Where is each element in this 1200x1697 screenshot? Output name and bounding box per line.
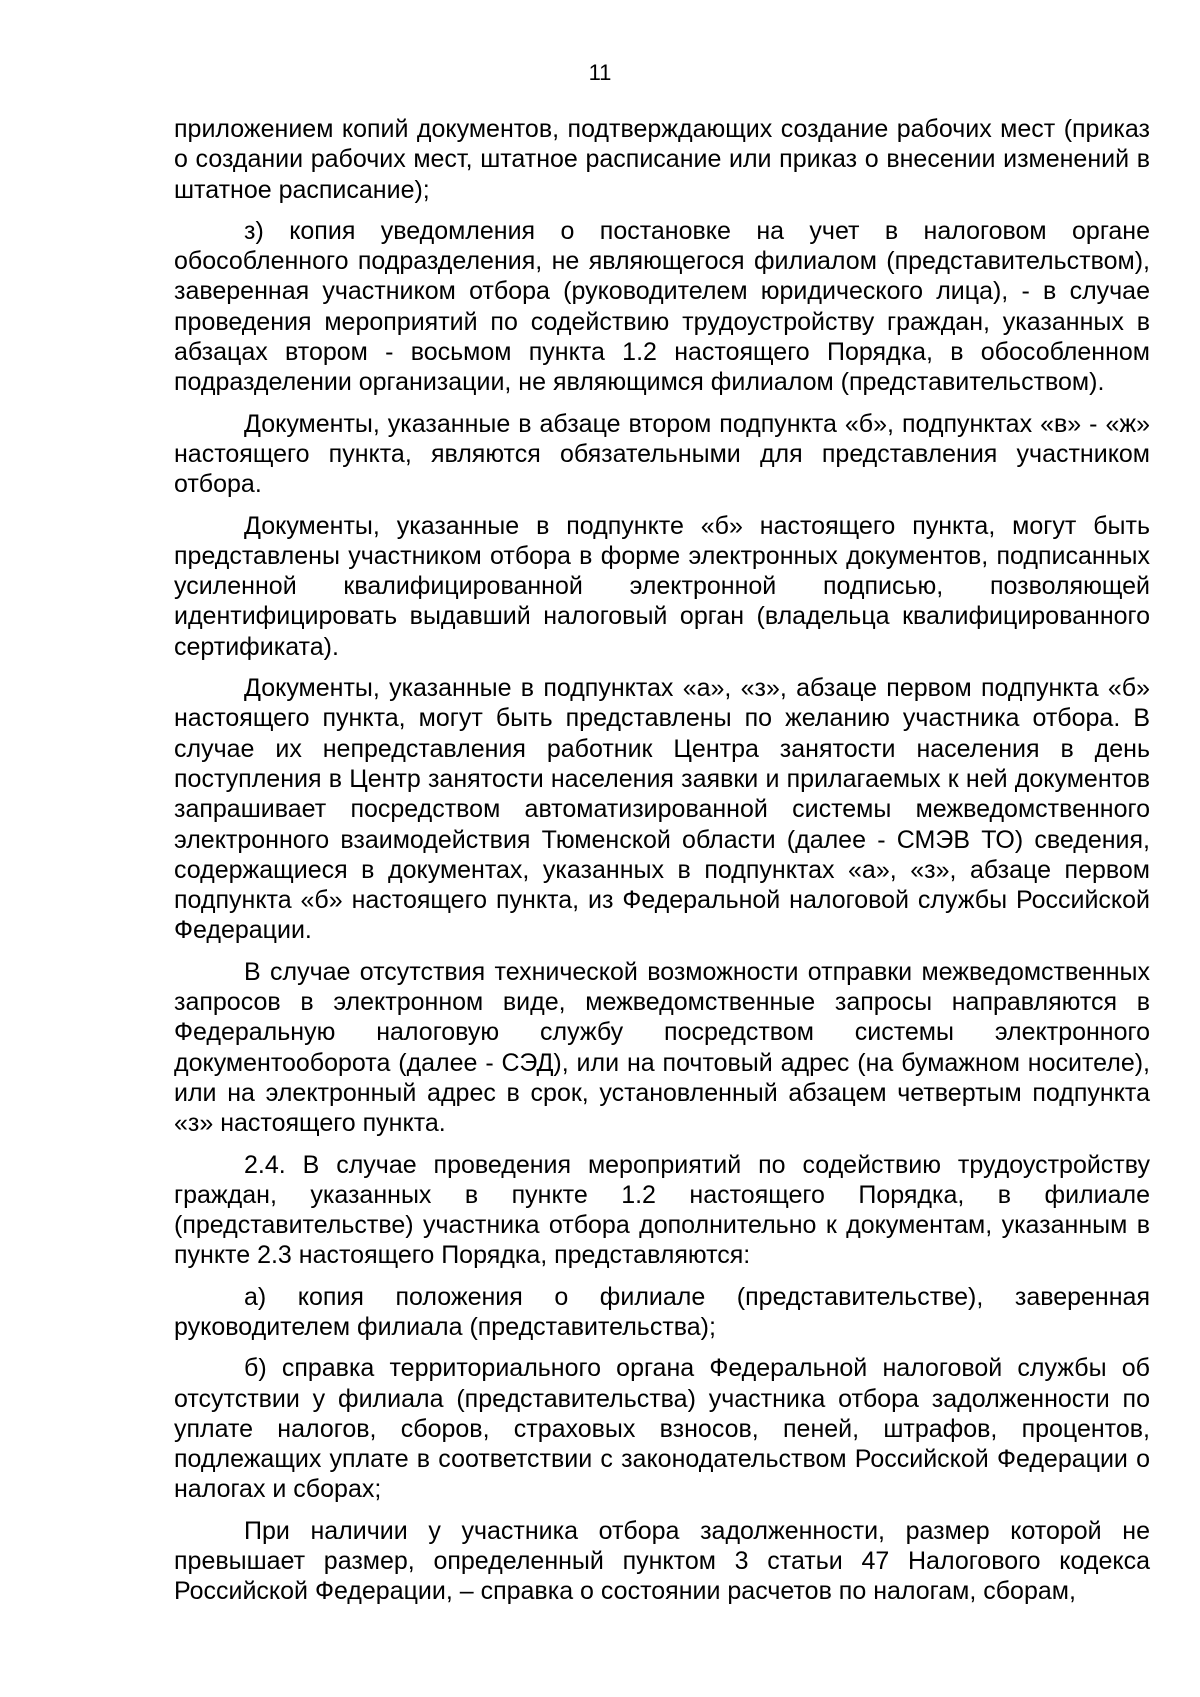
paragraph-optional-documents: Документы, указанные в подпунктах «а», «з», абзаце первом подпункта «б» настоящего пункта, могут быть представлены по желанию участника отбора. В случае их непредставления работник Центра занятости населения в день поступления в Центр занятости населения заявки и прилагаемых к ней документов запрашивает посредством автоматизированной системы межведомственного электронного взаимодействия Тюменской области (далее - СМЭВ ТО) сведения, содержащиеся в документах, указанных в подпунктах «а», «з», абзаце первом подпункта «б» настоящего пункта, из Федеральной налоговой службы Российской Федерации.: [174, 674, 1150, 945]
paragraph-subitem-b: б) справка территориального органа Федеральной налоговой службы об отсутствии у филиала (представительства) участника отбора задолженности по уплате налогов, сборов, страховых взносов, пеней, штрафов, процентов, подлежащих уплате в соответствии с законодательством Российской Федерации о налогах и сборах;: [174, 1354, 1150, 1504]
paragraph-no-technical-possibility: В случае отсутствия технической возможности отправки межведомственных запросов в электронном виде, межведомственные запросы направляются в Федеральную налоговую службу посредством системы электронного документооборота (далее - СЭД), или на почтовый адрес (на бумажном носителе), или на электронный адрес в срок, установленный абзацем четвертым подпункта «з» настоящего пункта.: [174, 957, 1150, 1138]
paragraph-electronic-documents: Документы, указанные в подпункте «б» настоящего пункта, могут быть представлены участником отбора в форме электронных документов, подписанных усиленной квалифицированной электронной подписью, позволяющей идентифицировать выдавший налоговый орган (владельца квалифицированного сертификата).: [174, 511, 1150, 661]
paragraph-debt-certificate: При наличии у участника отбора задолженности, размер которой не превышает размер, определенный пунктом 3 статьи 47 Налогового кодекса Российской Федерации, – справка о состоянии расчетов по налогам, сборам,: [174, 1516, 1150, 1606]
paragraph-subitem-z: з) копия уведомления о постановке на учет в налоговом органе обособленного подразделения, не являющегося филиалом (представительством), заверенная участником отбора (руководителем юридического лица), - в случае проведения мероприятий по содействию трудоустройству граждан, указанных в абзацах втором - восьмом пункта 1.2 настоящего Порядка, в обособленном подразделении организации, не являющимся филиалом (представительством).: [174, 216, 1150, 397]
paragraph-subitem-a: а) копия положения о филиале (представительстве), заверенная руководителем филиала (представительства);: [174, 1282, 1150, 1341]
paragraph-continuation: приложением копий документов, подтверждающих создание рабочих мест (приказ о создании рабочих мест, штатное расписание или приказ о внесении изменений в штатное расписание);: [174, 115, 1150, 204]
page-number: 11: [588, 60, 612, 85]
paragraph-mandatory-documents: Документы, указанные в абзаце втором подпункта «б», подпунктах «в» - «ж» настоящего пункта, являются обязательными для представления участником отбора.: [174, 409, 1150, 499]
paragraph-section-2-4: 2.4. В случае проведения мероприятий по содействию трудоустройству граждан, указанных в пункте 1.2 настоящего Порядка, в филиале (представительстве) участника отбора дополнительно к документам, указанным в пункте 2.3 настоящего Порядка, представляются:: [174, 1150, 1150, 1270]
document-body: [174, 114, 1150, 1618]
